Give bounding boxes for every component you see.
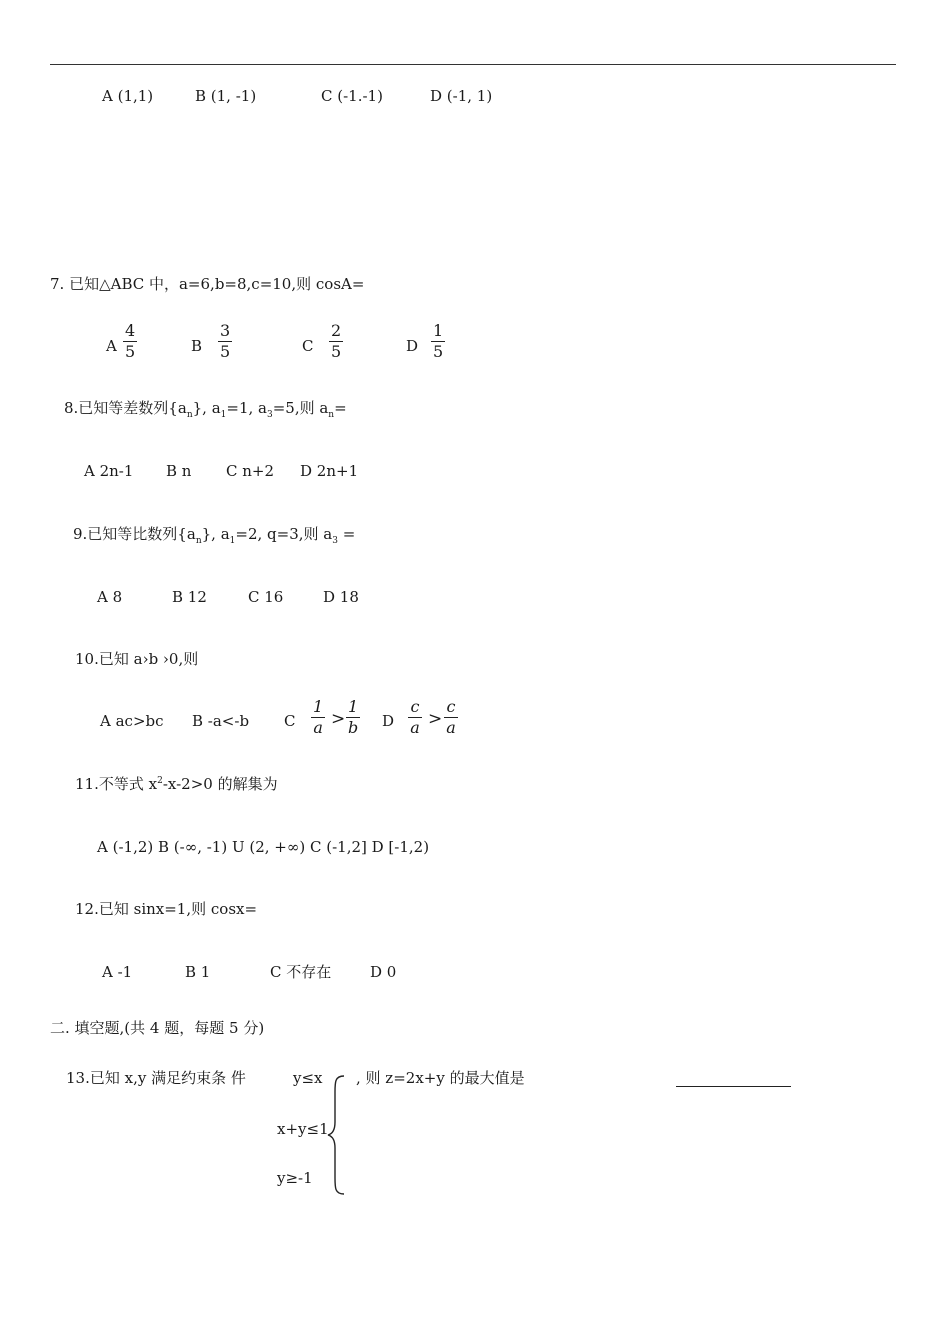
stem-text: =1, a: [226, 399, 267, 417]
q8-option-b: B n: [166, 462, 192, 480]
subscript: 3: [332, 536, 338, 546]
fraction-denominator: 5: [220, 342, 231, 361]
fraction-denominator: a: [410, 718, 420, 737]
q7-option-a-fraction: [123, 323, 137, 360]
q7-option-d-fraction: [431, 323, 445, 360]
fraction-numerator: c: [446, 697, 456, 716]
q13-constraint-3: y≥-1: [277, 1169, 313, 1187]
q9-option-b: B 12: [172, 588, 207, 606]
fraction-denominator: 5: [331, 342, 342, 361]
q12-option-d: D 0: [370, 963, 397, 981]
fraction-numerator: c: [410, 697, 420, 716]
subscript: 3: [266, 410, 273, 420]
stem-text: =: [337, 525, 356, 543]
q11-options: A (-1,2) B (-∞, -1) U (2, +∞) C (-1,2] D [-1,2): [97, 838, 430, 856]
section-2-title: 二. 填空题,(共 4 题，每题 5 分): [50, 1019, 265, 1037]
q7-option-c-fraction: [329, 323, 343, 360]
constraint-brace: [326, 1074, 348, 1196]
stem-text: =5,则 a: [272, 399, 329, 417]
q10-option-c-right-fraction: [346, 699, 360, 736]
fraction-numerator: 2: [331, 321, 342, 340]
q8-stem: [64, 401, 347, 420]
q13-stem: 13.已知 x,y 满足约束条 件: [66, 1069, 246, 1087]
subscript: n: [328, 410, 335, 420]
fraction-numerator: 3: [220, 321, 231, 340]
fraction-denominator: a: [446, 718, 456, 737]
q9-option-a: A 8: [97, 588, 123, 606]
q10-option-d-right-fraction: [444, 699, 458, 736]
q10-option-c-letter: C: [284, 712, 296, 730]
fraction-numerator: 1: [348, 697, 359, 716]
q9-option-d: D 18: [323, 588, 359, 606]
q10-option-a: A ac>bc: [100, 712, 164, 730]
header-rule: [50, 64, 896, 65]
stem-text: 11.不等式 x: [75, 775, 158, 793]
fraction-numerator: 1: [313, 697, 324, 716]
q13-constraint-1: y≤x: [293, 1069, 323, 1087]
fraction-numerator: 4: [125, 321, 136, 340]
q10-option-d-letter: D: [382, 712, 395, 730]
q7-option-d-letter: D: [406, 337, 419, 355]
q7-option-b-fraction: [218, 323, 232, 360]
stem-text: 8.已知等差数列{a: [64, 399, 187, 417]
q8-option-a: A 2n-1: [84, 462, 134, 480]
q8-option-c: C n+2: [226, 462, 275, 480]
stem-text: 9.已知等比数列{a: [73, 525, 196, 543]
q11-stem: [75, 777, 278, 792]
q7-option-b-letter: B: [191, 337, 203, 355]
superscript: 2: [157, 776, 163, 786]
subscript: n: [195, 536, 202, 546]
subscript: 1: [229, 536, 236, 546]
stem-text: }, a: [192, 399, 221, 417]
q6-option-d: D (-1, 1): [430, 87, 493, 105]
q12-option-b: B 1: [185, 963, 211, 981]
q7-option-c-letter: C: [302, 337, 314, 355]
q12-option-c: C 不存在: [270, 963, 332, 981]
stem-text: =2, q=3,则 a: [235, 525, 333, 543]
subscript: 1: [220, 410, 227, 420]
q10-option-d-left-fraction: [408, 699, 422, 736]
q13-question-tail: , 则 z=2x+y 的最大值是: [356, 1069, 525, 1087]
subscript: n: [186, 410, 193, 420]
fraction-denominator: a: [313, 718, 323, 737]
q13-answer-blank: [676, 1086, 791, 1087]
q9-stem: [73, 527, 355, 546]
q7-option-a-letter: A: [106, 337, 117, 355]
q10-stem: 10.已知 a›b ›0,则: [75, 650, 199, 668]
q12-stem: 12.已知 sinx=1,则 cosx=: [75, 900, 258, 918]
q12-option-a: A -1: [102, 963, 133, 981]
stem-text: -x-2>0 的解集为: [162, 775, 278, 793]
q10-option-b: B -a<-b: [192, 712, 250, 730]
q7-stem: 7. 已知△ABC 中，a=6,b=8,c=10,则 cosA=: [50, 275, 365, 293]
fraction-denominator: 5: [433, 342, 444, 361]
q10-option-d-operator: >: [428, 709, 443, 729]
stem-text: =: [334, 399, 347, 417]
q6-option-a: A (1,1): [102, 87, 154, 105]
fraction-denominator: 5: [125, 342, 136, 361]
fraction-denominator: b: [348, 718, 359, 737]
fraction-numerator: 1: [433, 321, 444, 340]
q10-option-c-operator: >: [331, 709, 346, 729]
q9-option-c: C 16: [248, 588, 284, 606]
q13-constraint-2: x+y≤1: [277, 1120, 329, 1138]
q10-option-c-left-fraction: [311, 699, 325, 736]
stem-text: }, a: [201, 525, 230, 543]
q6-option-b: B (1, -1): [195, 87, 257, 105]
q8-option-d: D 2n+1: [300, 462, 359, 480]
q6-option-c: C (-1.-1): [321, 87, 383, 105]
